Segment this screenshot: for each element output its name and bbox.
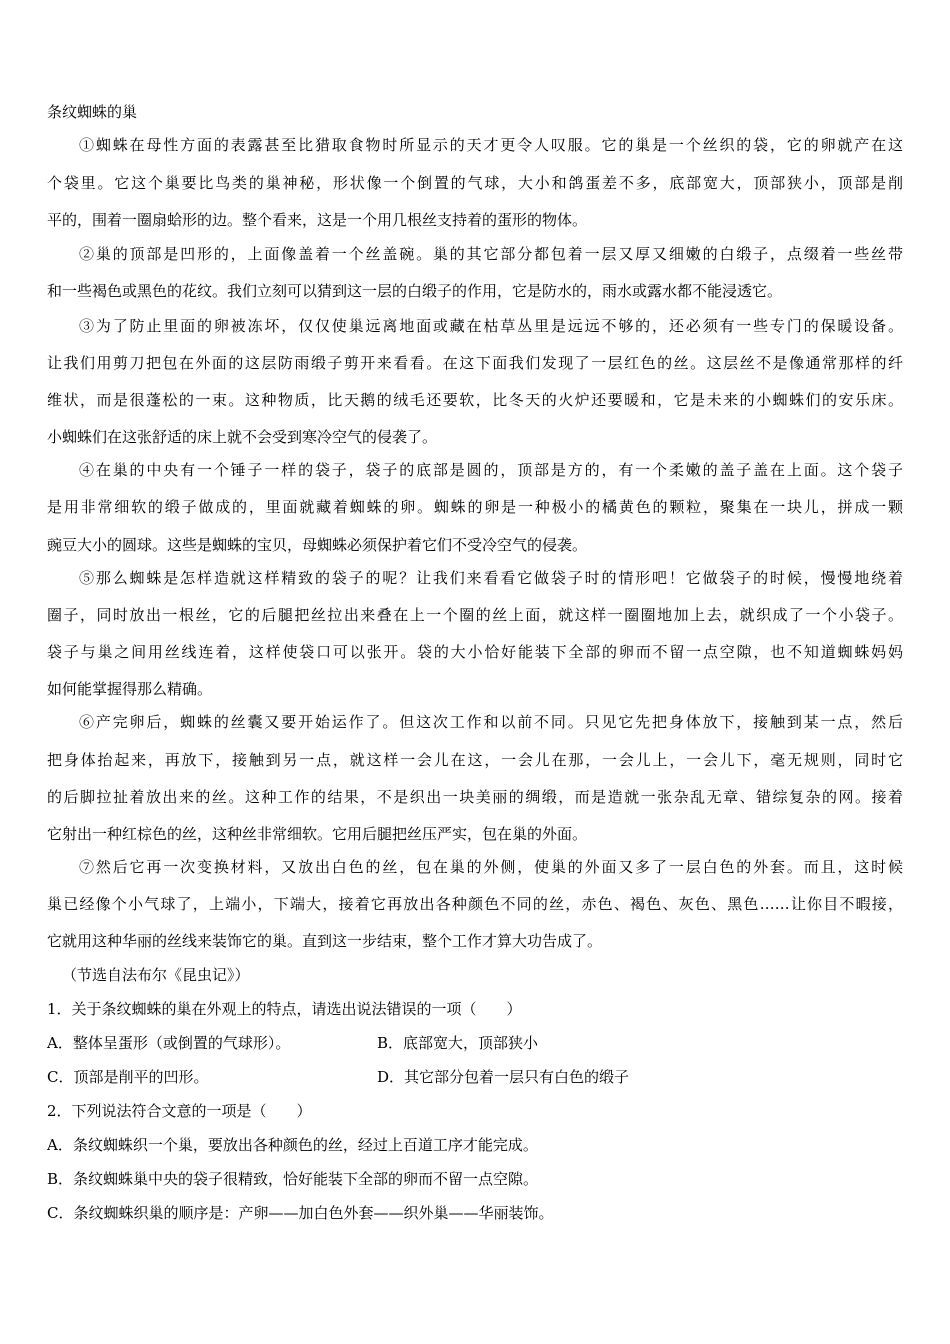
paragraph-line: ③为了防止里面的卵被冻坏，仅仅使巢远离地面或藏在枯草丛里是远远不够的，还必须有一些专门的保暖设备。 <box>79 317 903 335</box>
paragraph-line: 让我们用剪刀把包在外面的这层防雨缎子剪开来看看。在这下面我们发现了一层红色的丝。这层丝不是像通常那样的纤 <box>47 354 903 372</box>
paragraph-line: 维状，而是很蓬松的一束。这种物质，比天鹅的绒毛还要软，比冬天的火炉还要暖和，它是未来的小蜘蛛们的安乐床。 <box>47 391 903 409</box>
paragraph-line: ⑥产完卵后，蜘蛛的丝囊又要开始运作了。但这次工作和以前不同。只见它先把身体放下，接触到某一点，然后 <box>79 713 903 731</box>
paragraph-line: 是用非常细软的缎子做成的，里面就藏着蜘蛛的卵。蜘蛛的卵是一种极小的橘黄色的颗粒，聚集在一块儿，拼成一颗 <box>47 498 903 516</box>
paragraph-line: 豌豆大小的圆球。这些是蜘蛛的宝贝，母蜘蛛必须保护着它们不受冷空气的侵袭。 <box>47 536 588 554</box>
paragraph-line: 把身体抬起来，再放下，接触到另一点，就这样一会儿在这，一会儿在那，一会儿上，一会儿下，毫无规则，同时它 <box>47 751 903 769</box>
paragraph-line: 小蜘蛛们在这张舒适的床上就不会受到寒冷空气的侵袭了。 <box>47 428 438 446</box>
question-1-option-b: B．底部宽大，顶部狭小 <box>377 1034 539 1052</box>
question-2-option-c: C．条纹蜘蛛织巢的顺序是：产卵——加白色外套——织外巢——华丽装饰。 <box>47 1204 554 1222</box>
paragraph-line: ⑤那么蜘蛛是怎样造就这样精致的袋子的呢？让我们来看看它做袋子时的情形吧！它做袋子的时候，慢慢地绕着 <box>79 569 903 587</box>
paragraph-line: 袋子与巢之间用丝线连着，这样使袋口可以张开。袋的大小恰好能装下全部的卵而不留一点空隙，也不知道蜘蛛妈妈 <box>47 643 903 661</box>
question-2-option-b: B．条纹蜘蛛巢中央的袋子很精致，恰好能装下全部的卵而不留一点空隙。 <box>47 1170 539 1188</box>
source-citation: （节选自法布尔《昆虫记》） <box>62 966 250 984</box>
question-2-stem: 2．下列说法符合文意的一项是（ ） <box>47 1102 312 1120</box>
paragraph-line: ④在巢的中央有一个锤子一样的袋子，袋子的底部是圆的，顶部是方的，有一个柔嫩的盖子盖在上面。这个袋子 <box>79 461 903 479</box>
question-1-option-a: A．整体呈蛋形（或倒置的气球形）。 <box>47 1034 291 1052</box>
article-title: 条纹蜘蛛的巢 <box>47 103 138 121</box>
paragraph-line: 它射出一种红棕色的丝，这种丝非常细软。它用后腿把丝压严实，包在巢的外面。 <box>47 825 588 843</box>
paragraph-line: ②巢的顶部是凹形的，上面像盖着一个丝盖碗。巢的其它部分都包着一层又厚又细嫩的白缎子，点缀着一些丝带 <box>79 245 903 263</box>
paragraph-line: 圈子，同时放出一根丝，它的后腿把丝拉出来叠在上一个圈的丝上面，就这样一圈圈地加上去，就织成了一个小袋子。 <box>47 606 903 624</box>
paragraph-line: 个袋里。它这个巢要比鸟类的巢神秘，形状像一个倒置的气球，大小和鸽蛋差不多，底部宽大，顶部狭小，顶部是削 <box>47 174 903 192</box>
paragraph-line: 它就用这种华丽的丝线来装饰它的巢。直到这一步结束，整个工作才算大功告成了。 <box>47 932 603 950</box>
paragraph-line: ①蜘蛛在母性方面的表露甚至比猎取食物时所显示的天才更令人叹服。它的巢是一个丝织的袋，它的卵就产在这 <box>79 136 903 154</box>
paragraph-line: 平的，围着一圈扇蛤形的边。整个看来，这是一个用几根丝支持着的蛋形的物体。 <box>47 211 588 229</box>
question-1-stem: 1．关于条纹蜘蛛的巢在外观上的特点，请选出说法错误的一项（ ） <box>47 1000 522 1018</box>
paragraph-line: ⑦然后它再一次变换材料，又放出白色的丝，包在巢的外侧，使巢的外面又多了一层白色的外套。而且，这时候 <box>79 858 903 876</box>
question-2-option-a: A．条纹蜘蛛织一个巢，要放出各种颜色的丝，经过上百道工序才能完成。 <box>47 1136 538 1154</box>
paragraph-line: 和一些褐色或黑色的花纹。我们立刻可以猜到这一层的白缎子的作用，它是防水的，雨水或露水都不能浸透它。 <box>47 282 783 300</box>
paragraph-line: 巢已经像个小气球了，上端小，下端大，接着它再放出各种颜色不同的丝，赤色、褐色、灰色、黑色……让你目不暇接， <box>47 895 903 913</box>
paragraph-line: 如何能掌握得那么精确。 <box>47 680 213 698</box>
paragraph-line: 的后脚拉扯着放出来的丝。这种工作的结果，不是织出一块美丽的绸缎，而是造就一张杂乱无章、错综复杂的网。接着 <box>47 788 903 806</box>
question-1-option-d: D．其它部分包着一层只有白色的缎子 <box>377 1068 630 1086</box>
question-1-option-c: C．顶部是削平的凹形。 <box>47 1068 209 1086</box>
